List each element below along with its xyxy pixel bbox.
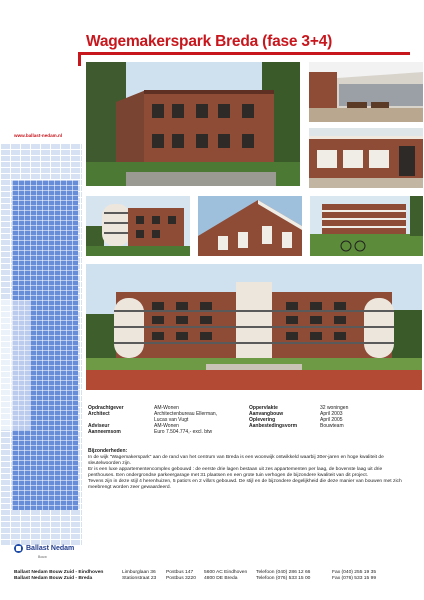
footer-fax: Fax (040) 255 19 35 — [332, 570, 377, 575]
info-value: 32 woningen — [320, 405, 349, 411]
logo-name: Ballast Nedam — [26, 545, 75, 552]
title-accent-bar — [78, 52, 81, 66]
info-value: Euro 7.504.774,- excl. btw — [154, 429, 213, 435]
info-label: Architect — [88, 411, 110, 417]
website-link[interactable]: www.ballast-nedam.nl — [14, 133, 63, 138]
footer-company: Ballast Nedam Bouw Zuid - Breda — [14, 576, 93, 581]
info-value: April 2003 — [320, 411, 343, 417]
footer-box: Postbus 147 — [166, 570, 194, 575]
info-value: Lucas van Vugt — [154, 417, 189, 423]
photo-apartments-bike — [310, 196, 423, 256]
logo-subtitle: Bouw — [38, 555, 47, 559]
details-paragraph: In de wijk "Wagemakerspark" aan de rand van het centrum van Breda is een woonwijk ontwikkeld waarbij 30er-jaren en hoge kwaliteit de sleutelwoorden zijn. — [88, 455, 384, 466]
footer-city: 4800 DE Breda — [204, 576, 238, 581]
footer-phone: Telefoon (040) 286 12 66 — [256, 570, 311, 575]
photo-townhouses — [86, 62, 300, 186]
footer-company: Ballast Nedam Bouw Zuid - Eindhoven — [14, 570, 104, 575]
info-label: Aanbestedingsvorm — [249, 423, 298, 429]
details-text — [88, 455, 408, 491]
page-title: Wagemakerspark Breda (fase 3+4) — [86, 33, 333, 50]
info-label: Adviseur — [88, 423, 110, 429]
info-label: Opdrachtgever — [88, 405, 124, 411]
footer-city: 5600 AC Eindhoven — [204, 570, 248, 575]
details-heading: Bijzonderheden: — [88, 448, 128, 454]
info-value: Bouwteam — [320, 423, 344, 429]
logo-mark-icon — [14, 544, 23, 553]
details-paragraph: Tevens zijn in deze stijl 4 herenhuizen, 5 patio's en 2 villa's gebouwd. De stijl en de bijzondere degelijkheid die deze manier van bouwen met zich meebrengt worden zeer gewaardeerd. — [88, 479, 402, 490]
decorative-grid-fade — [0, 300, 30, 430]
photo-house-front — [309, 128, 423, 188]
title-underline — [78, 52, 410, 55]
company-logo — [14, 544, 74, 553]
footer-fax: Fax (076) 533 15 99 — [332, 576, 377, 581]
footer-street: Stationstraat 23 — [122, 576, 157, 581]
info-value: April 2005 — [320, 417, 343, 423]
footer-box: Postbus 3220 — [166, 576, 196, 581]
footer-phone: Telefoon (076) 533 15 00 — [256, 576, 311, 581]
footer-street: Limburglaan 36 — [122, 570, 156, 575]
photo-gable — [198, 196, 302, 256]
info-value: AM-Wonen — [154, 423, 179, 429]
info-value: Architectenbureau Ellerman, — [154, 411, 218, 417]
photo-patio — [309, 62, 423, 122]
info-value: AM-Wonen — [154, 405, 179, 411]
info-label: Oplevering — [249, 417, 276, 423]
info-label: Aanneemsom — [88, 429, 121, 435]
photo-rounded-corner — [86, 196, 190, 256]
info-label: Oppervlakte — [249, 405, 278, 411]
info-label: Aanvangbouw — [249, 411, 284, 417]
details-paragraph: Er is een luxe appartementencomplex gebouwd : de eerste drie lagen bestaan uit zes appartementen per laag, de bovenste laag uit drie penthouses. Een ondergrondse parkeergarage met 31 plaatsen en een grote tuin verhogen de bijzondere kwaliteit van dit project. — [88, 467, 383, 478]
photo-main-building — [86, 264, 422, 390]
